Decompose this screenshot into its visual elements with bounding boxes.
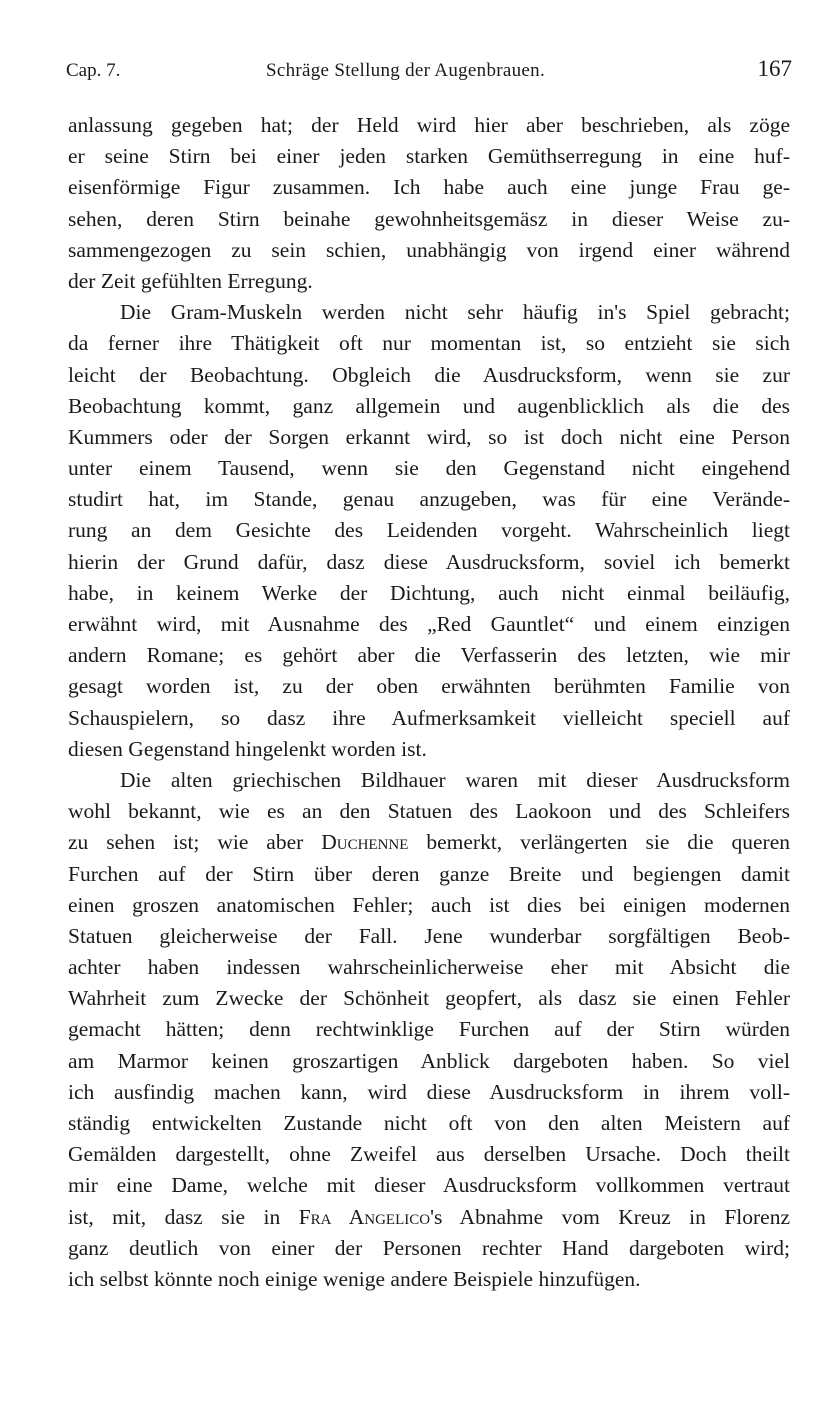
body-text bbox=[68, 110, 790, 1295]
text-line: andern Romane; es gehört aber die Verfasserin des letzten, wie mir bbox=[68, 643, 790, 668]
text-line: Die alten griechischen Bildhauer waren mit dieser Ausdrucksform bbox=[120, 767, 790, 792]
text-line: erwähnt wird, mit Ausnahme des „Red Gauntlet“ und einem einzigen bbox=[68, 612, 790, 636]
text-line: wohl bekannt, wie es an den Statuen des Laokoon und des Schleifers bbox=[68, 799, 790, 824]
text-line: da ferner ihre Thätigkeit oft nur momentan ist, so entzieht sie sich bbox=[68, 331, 790, 356]
text-line: studirt hat, im Stande, genau anzugeben, was für eine Verände- bbox=[68, 487, 790, 512]
text-line: gesagt worden ist, zu der oben erwähnten berühmten Familie von bbox=[68, 674, 790, 699]
small-caps-name: Duchenne bbox=[321, 830, 409, 855]
text-line: ich ausfindig machen kann, wird diese Ausdrucksform in ihrem voll- bbox=[68, 1079, 790, 1104]
text-line: ständig entwickelten Zustande nicht oft von den alten Meistern auf bbox=[68, 1111, 790, 1135]
text-line: ist, mit, dasz sie in Fra Angelico's Abnahme vom Kreuz in Florenz bbox=[68, 1204, 790, 1229]
small-caps-name: Fra Angelico bbox=[298, 1204, 431, 1229]
text-line: ich selbst könnte noch einige wenige andere Beispiele hinzufügen. bbox=[68, 1266, 641, 1291]
text-line: achter haben indessen wahrscheinlicherweise eher mit Absicht die bbox=[68, 955, 790, 980]
text-line: der Zeit gefühlten Erregung. bbox=[68, 268, 313, 293]
text-line: habe, in keinem Werke der Dichtung, auch nicht einmal beiläufig, bbox=[68, 580, 790, 605]
text-line: leicht der Beobachtung. Obgleich die Ausdrucksform, wenn sie zur bbox=[68, 362, 790, 387]
chapter-label: Cap. 7. bbox=[66, 60, 121, 81]
text-line: Wahrheit zum Zwecke der Schönheit geopfert, als dasz sie einen Fehler bbox=[68, 986, 790, 1011]
text-line: ganz deutlich von einer der Personen rechter Hand dargeboten wird; bbox=[68, 1235, 790, 1260]
text-line: diesen Gegenstand hingelenkt worden ist. bbox=[68, 736, 427, 761]
text-line: Beobachtung kommt, ganz allgemein und augenblicklich als die des bbox=[68, 393, 790, 418]
text-line: er seine Stirn bei einer jeden starken Gemüthserregung in eine huf- bbox=[68, 144, 790, 169]
text-line: Gemälden dargestellt, ohne Zweifel aus derselben Ursache. Doch theilt bbox=[68, 1142, 790, 1167]
text-line: hierin der Grund dafür, dasz diese Ausdrucksform, soviel ich bemerkt bbox=[68, 549, 790, 574]
text-line: sehen, deren Stirn beinahe gewohnheitsgemäsz in dieser Weise zu- bbox=[68, 206, 790, 231]
text-line: sammengezogen zu sein schien, unabhängig von irgend einer während bbox=[68, 237, 790, 262]
paragraph-3 bbox=[68, 765, 790, 1295]
text-line: einen groszen anatomischen Fehler; auch ist dies bei einigen modernen bbox=[68, 892, 790, 917]
text-line: Kummers oder der Sorgen erkannt wird, so ist doch nicht eine Person bbox=[68, 424, 790, 449]
text-line: gemacht hätten; denn rechtwinklige Furchen auf der Stirn würden bbox=[68, 1017, 790, 1042]
text-line: Schauspielern, so dasz ihre Aufmerksamkeit vielleicht speciell auf bbox=[68, 705, 790, 730]
text-line: Die Gram-Muskeln werden nicht sehr häufig in's Spiel gebracht; bbox=[120, 300, 790, 325]
text-line: rung an dem Gesichte des Leidenden vorgeht. Wahrscheinlich liegt bbox=[68, 518, 790, 543]
page-number: 167 bbox=[757, 56, 792, 81]
paragraph-1 bbox=[68, 110, 790, 297]
running-title: Schräge Stellung der Augenbrauen. bbox=[266, 60, 545, 81]
text-line: Furchen auf der Stirn über deren ganze Breite und begiengen damit bbox=[68, 861, 790, 886]
text-line: eisenförmige Figur zusammen. Ich habe auch eine junge Frau ge- bbox=[68, 175, 790, 200]
paragraph-2 bbox=[68, 297, 790, 765]
text-line: zu sehen ist; wie aber Duchenne bemerkt, verlängerten sie die queren bbox=[68, 830, 790, 855]
text-line: mir eine Dame, welche mit dieser Ausdrucksform vollkommen vertraut bbox=[68, 1173, 790, 1198]
running-header bbox=[66, 56, 792, 90]
text-line: Statuen gleicherweise der Fall. Jene wunderbar sorgfältigen Beob- bbox=[68, 923, 790, 948]
text-line: unter einem Tausend, wenn sie den Gegenstand nicht eingehend bbox=[68, 456, 790, 481]
text-line: am Marmor keinen groszartigen Anblick dargeboten haben. So viel bbox=[68, 1048, 790, 1073]
text-line: anlassung gegeben hat; der Held wird hier aber beschrieben, als zöge bbox=[68, 113, 790, 137]
